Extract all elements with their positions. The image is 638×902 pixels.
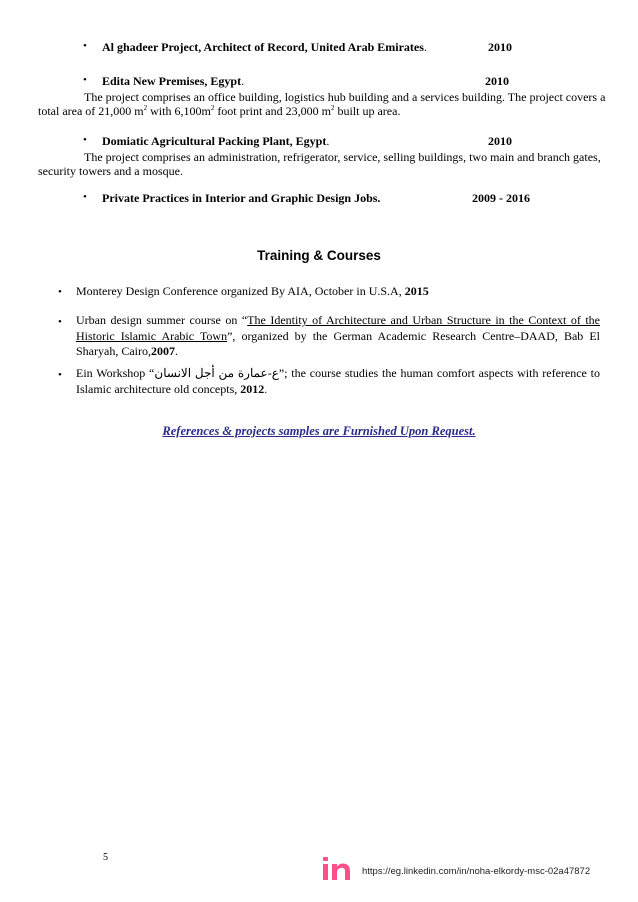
references-note: References & projects samples are Furnished Upon Request. [162,424,476,438]
project-4-title [102,191,380,206]
page-number: 5 [103,852,108,863]
project-2-desc-line1: The project comprises an office building, logistics hub building and a services building. The project covers a [84,90,606,104]
course-text: . [174,344,178,358]
course-text: Ein Workshop “ع-عمارة من أجل الانسان”; the course studies the human comfort aspects with reference to Islamic architecture old concepts, [76,366,600,396]
course-text: Urban design summer course on “ [76,313,248,327]
bullet: • [58,316,62,328]
course-year: 2012 [240,381,265,396]
project-title: Private Practices in Interior and Graphic Design Jobs. [102,191,381,205]
course-item-3 [76,366,600,397]
project-3-desc-line1: The project comprises an administration, refrigerator, service, selling buildings, two main and branch gates, [84,150,601,164]
superscript: 2 [330,104,335,112]
course-text: Monterey Design Conference organized By AIA, October in U.S.A, [76,284,405,298]
project-2-year: 2010 [485,74,509,88]
title-suffix: . [241,74,245,88]
course-year: 2007 [150,344,175,358]
title-suffix: . [423,40,427,54]
course-item-2 [76,313,600,360]
linkedin-url-link[interactable]: https://eg.linkedin.com/in/noha-elkordy-msc-02a47872 [362,866,591,877]
bullet: • [83,74,87,86]
course-item-1 [76,284,600,300]
course-text: . [264,381,268,396]
linkedin-icon[interactable] [322,855,352,881]
project-3-title [102,134,329,149]
course-text: ”, organized by the German Academic Research Centre–DAAD, Bab El Sharyah, Cairo, [76,328,600,358]
project-1-title [102,40,427,55]
title-suffix: . [326,134,330,148]
bullet: • [83,191,87,203]
project-title: Al ghadeer Project, Architect of Record, United Arab Emirates [102,40,424,54]
bullet: • [58,286,62,298]
project-1-year: 2010 [488,40,512,54]
project-title: Edita New Premises, Egypt [102,74,242,88]
project-3-desc-line2: security towers and a mosque. [38,164,183,178]
course-title-underlined: The Identity of Architecture and Urban Structure in the Context of the Historic Islamic Arabic Town [76,313,600,343]
course-year: 2015 [404,284,429,298]
bullet: • [58,369,62,381]
section-title-training: Training & Courses [257,248,381,263]
desc-text: foot print and 23,000 m [214,104,331,118]
project-3-year: 2010 [488,134,512,148]
project-title: Domiatic Agricultural Packing Plant, Egypt [102,134,327,148]
bullet: • [83,134,87,146]
project-2-desc-line2 [38,104,400,119]
desc-text: with 6,100m [147,104,211,118]
bullet: • [83,40,87,52]
desc-text: total area of 21,000 m [38,104,144,118]
superscript: 2 [210,104,215,112]
superscript: 2 [143,104,148,112]
desc-text: built up area. [334,104,401,118]
project-4-year: 2009 - 2016 [472,191,530,205]
project-2-title [102,74,244,89]
